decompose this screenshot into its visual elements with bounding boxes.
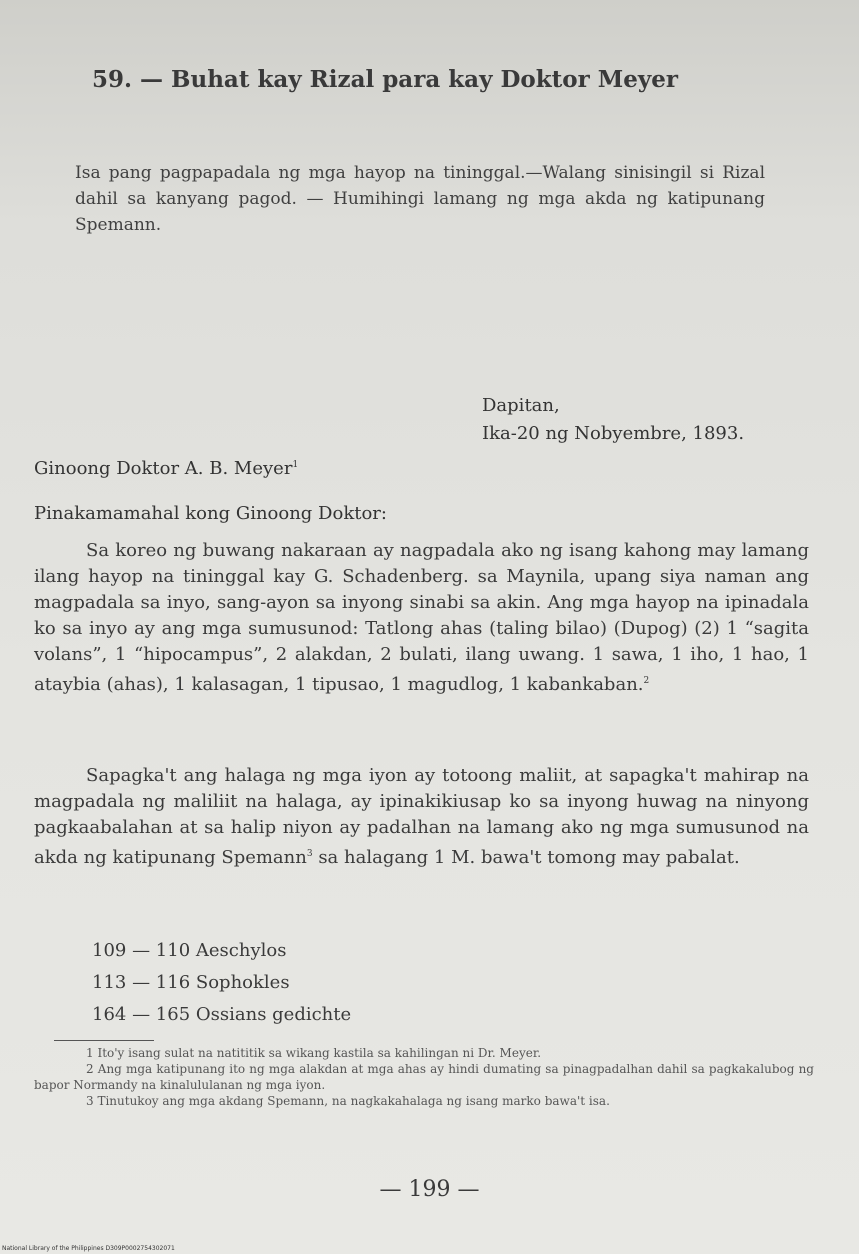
works-item: 113 — 116 Sophokles — [92, 972, 290, 993]
letter-summary: Isa pang pagpapadala ng mga hayop na tininggal.—Walang sinisingil si Rizal dahil sa kanyang pagod. — Humihingi lamang ng mga akda ng katipunang Spemann. — [75, 163, 765, 235]
works-list — [92, 935, 351, 1031]
footnote-marker-1: 1 — [292, 460, 299, 470]
dateline-place: Dapitan, — [482, 395, 560, 416]
paragraph-2 — [34, 763, 809, 871]
footnote-1: 1 Ito'y isang sulat na natititik sa wikang kastila sa kahilingan ni Dr. Meyer. — [86, 1046, 542, 1060]
works-item: 109 — 110 Aeschylos — [92, 940, 287, 961]
paragraph-2-text-before: Sapagka't ang halaga ng mga iyon ay totoong maliit, at sapagka't mahirap na magpadala ng maliliit na halaga, ay ipinakikiusap ko sa inyong huwag na ninyong pagkaabalahan at sa halip niyon ay padalhan na lamang ako ng mga sumusunod na akda ng katipunang Spemann — [34, 765, 809, 868]
footnote-2: 2 Ang mga katipunang ito ng mga alakdan at mga ahas ay hindi dumating sa pinagpadalhan dahil sa pagkakalubog ng bapor Normandy na kinalululanan ng mga iyon. — [34, 1062, 814, 1092]
dateline-date: Ika-20 ng Nobyembre, 1893. — [482, 423, 745, 444]
works-item: 164 — 165 Ossians gedichte — [92, 1004, 352, 1025]
paragraph-2-text-after: sa halagang 1 M. bawa't tomong may pabalat. — [312, 847, 740, 868]
addressee-name: Ginoong Doktor A. B. Meyer — [34, 458, 293, 479]
addressee — [34, 458, 298, 479]
footnote-3: 3 Tinutukoy ang mga akdang Spemann, na nagkakahalaga ng isang marko bawa't isa. — [86, 1094, 610, 1108]
dateline — [482, 392, 744, 448]
footnote-marker-3: 3 — [306, 849, 313, 859]
paragraph-1 — [34, 538, 809, 698]
footnote-divider — [54, 1040, 154, 1041]
page-number: — 199 — — [379, 1177, 480, 1202]
footnotes — [34, 1045, 814, 1109]
footnote-marker-2: 2 — [643, 676, 650, 686]
paragraph-1-text: Sa koreo ng buwang nakaraan ay nagpadala ako ng isang kahong may lamang ilang hayop na tininggal kay G. Schadenberg. sa Maynila, upang siya naman ang magpadala sa inyo, sang-ayon sa inyong sinabi sa akin. Ang mga hayop na ipinadala ko sa inyo ay ang mga sumusunod: Tatlong ahas (taling bilao) (Dupog) (2) 1 “sagita volans”, 1 “hipocampus”, 2 alakdan, 2 bulati, ilang uwang. 1 sawa, 1 iho, 1 hao, 1 ataybia (ahas), 1 kalasagan, 1 tipusao, 1 magudlog, 1 kabankaban. — [34, 540, 809, 695]
salutation: Pinakamamahal kong Ginoong Doktor: — [34, 503, 387, 524]
letter-heading: 59. — Buhat kay Rizal para kay Doktor Meyer — [92, 66, 678, 93]
scan-credit: National Library of the Philippines D309P0002754302071 — [2, 1245, 175, 1252]
